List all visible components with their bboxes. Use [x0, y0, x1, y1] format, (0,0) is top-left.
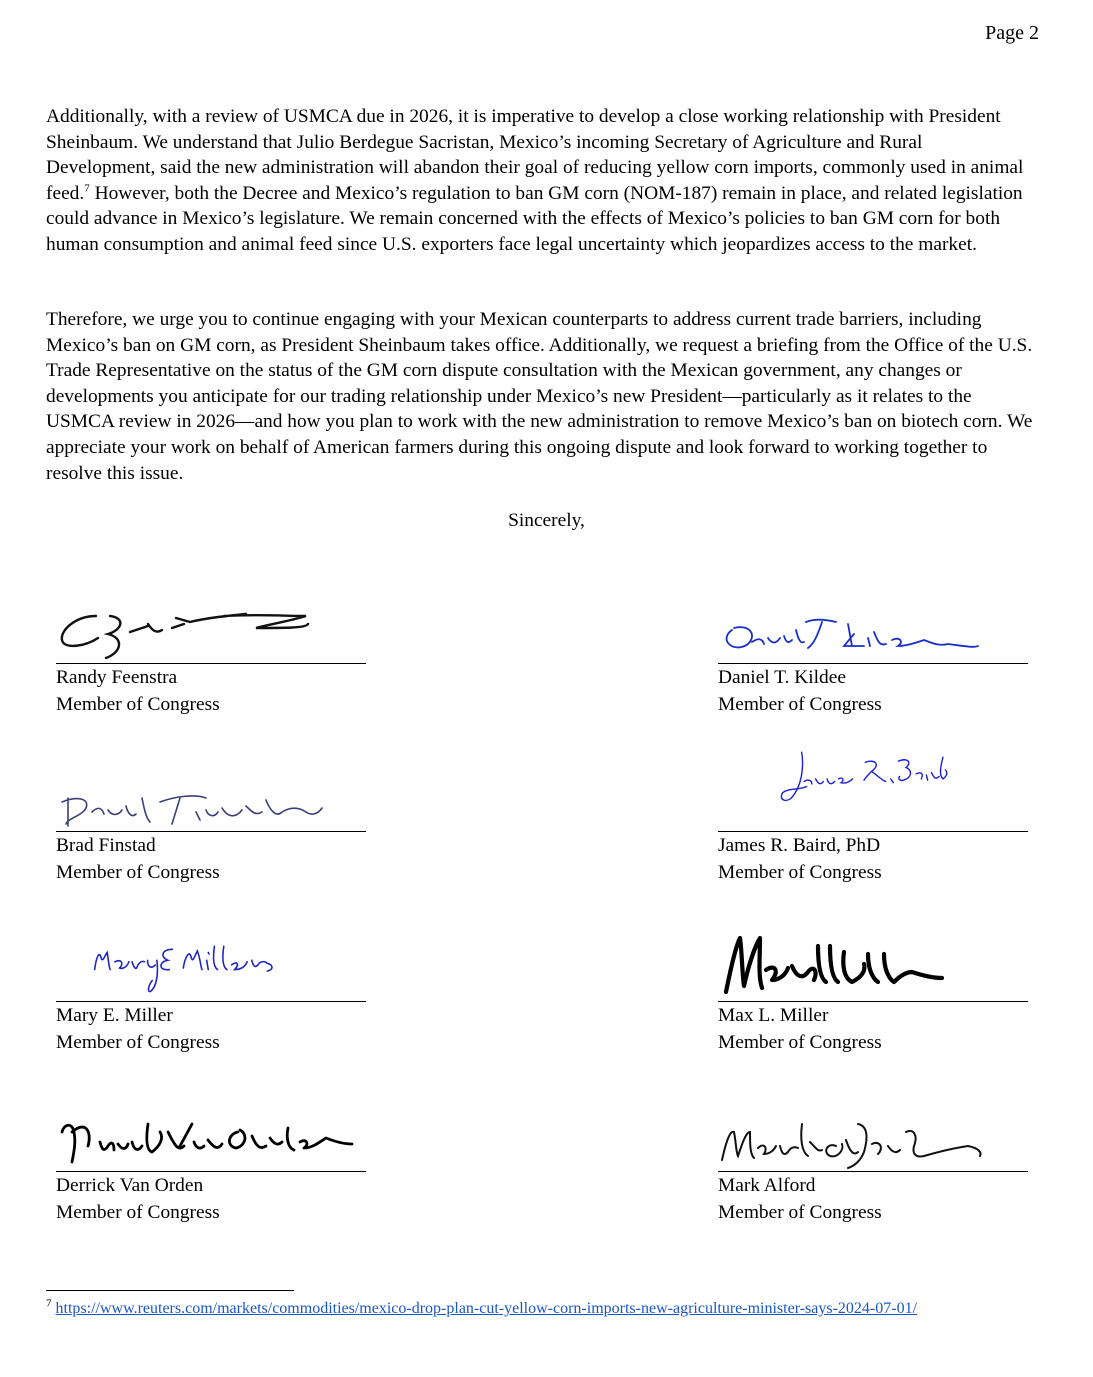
signature-block-baird	[718, 762, 1038, 886]
signature-feenstra-image	[56, 594, 376, 664]
paragraph-1-text-b: However, both the Decree and Mexico’s regulation to ban GM corn (NOM-187) remain in place, and related legislation could advance in Mexico’s legislature. We remain concerned with the effects of Mexico’s policies to ban GM corn for both human consumption and animal feed since U.S. exporters face legal uncertainty which jeopardizes access to the market.	[46, 182, 1023, 255]
signatory-name: Max L. Miller	[718, 1005, 829, 1026]
signature-block-kildee	[718, 594, 1038, 718]
signature-mary-miller-stroke	[95, 946, 272, 991]
signatory-name: Brad Finstad	[56, 835, 156, 856]
body-paragraph-1	[46, 104, 1036, 258]
signatory-title: Member of Congress	[718, 1032, 882, 1053]
signatory-name: Derrick Van Orden	[56, 1175, 204, 1196]
signature-alford-image	[718, 1102, 1038, 1172]
signature-line	[56, 1171, 366, 1172]
signature-line	[718, 663, 1028, 664]
signature-block-mary-miller	[56, 932, 376, 1056]
signature-kildee-stroke	[727, 620, 978, 648]
signatory-name: Mark Alford	[718, 1175, 816, 1196]
signature-line	[56, 831, 366, 832]
signature-baird-stroke	[781, 752, 946, 800]
signature-finstad-stroke	[62, 796, 322, 826]
signature-max-miller-stroke	[726, 938, 942, 992]
signature-line	[56, 663, 366, 664]
signature-block-max-miller	[718, 932, 1038, 1056]
signature-block-finstad	[56, 762, 376, 886]
footnote-url-link[interactable]: https://www.reuters.com/markets/commodities/mexico-drop-plan-cut-yellow-corn-imports-new-agriculture-minister-says-2024-07-01/	[55, 1300, 918, 1317]
signatory-name: Daniel T. Kildee	[718, 667, 846, 688]
signature-van-orden-image	[56, 1102, 376, 1172]
signature-line	[718, 831, 1028, 832]
signature-baird-image	[718, 742, 1038, 812]
signature-line	[56, 1001, 366, 1002]
signature-finstad-image	[56, 762, 376, 832]
footnote-separator	[46, 1290, 294, 1291]
signature-feenstra-stroke	[62, 614, 308, 658]
signature-line	[718, 1001, 1028, 1002]
body-paragraph-2: Therefore, we urge you to continue engaging with your Mexican counterparts to address current trade barriers, including Mexico’s ban on GM corn, as President Sheinbaum takes office. Additionally, we request a briefing from the Office of the U.S. Trade Representative on the status of the GM corn dispute consultation with the Mexican government, any changes or developments you anticipate for our trading relationship under Mexico’s new President—particularly as it relates to the USMCA review in 2026—and how you plan to work with the new administration to remove Mexico’s ban on biotech corn. We appreciate your work on behalf of American farmers during this ongoing dispute and look forward to working together to resolve this issue.	[46, 309, 1033, 484]
signature-max-miller-image	[718, 932, 1038, 1002]
paragraph-1-text-a: Additionally, with a review of USMCA due in 2026, it is imperative to develop a close working relationship with President Sheinbaum. We understand that Julio Berdegue Sacristan, Mexico’s incoming Secretary of Agriculture and Rural Development, said the new administration will abandon their goal of reducing yellow corn imports, commonly used in animal feed.	[46, 106, 1024, 204]
signature-block-alford	[718, 1102, 1038, 1226]
signatory-title: Member of Congress	[718, 694, 882, 715]
footnote-marker: 7	[46, 1297, 52, 1310]
signatory-title: Member of Congress	[56, 694, 220, 715]
page-number: Page 2	[985, 22, 1039, 44]
signatory-name: James R. Baird, PhD	[718, 835, 881, 856]
closing-salutation: Sincerely,	[508, 510, 585, 531]
signature-kildee-image	[718, 594, 1038, 664]
signatory-name: Randy Feenstra	[56, 667, 178, 688]
signature-block-van-orden	[56, 1102, 376, 1226]
signatory-title: Member of Congress	[718, 1202, 882, 1223]
signature-van-orden-stroke	[62, 1124, 352, 1162]
signatory-title: Member of Congress	[718, 862, 882, 883]
footnote	[46, 1298, 1036, 1320]
signature-mary-miller-image	[56, 926, 376, 996]
signatory-name: Mary E. Miller	[56, 1005, 173, 1026]
signatory-title: Member of Congress	[56, 1032, 220, 1053]
signatory-title: Member of Congress	[56, 1202, 220, 1223]
signature-line	[718, 1171, 1028, 1172]
signature-alford-stroke	[722, 1124, 981, 1168]
signatory-title: Member of Congress	[56, 862, 220, 883]
footnote-marker-reference[interactable]: 7	[84, 182, 90, 195]
signature-block-feenstra	[56, 594, 376, 718]
